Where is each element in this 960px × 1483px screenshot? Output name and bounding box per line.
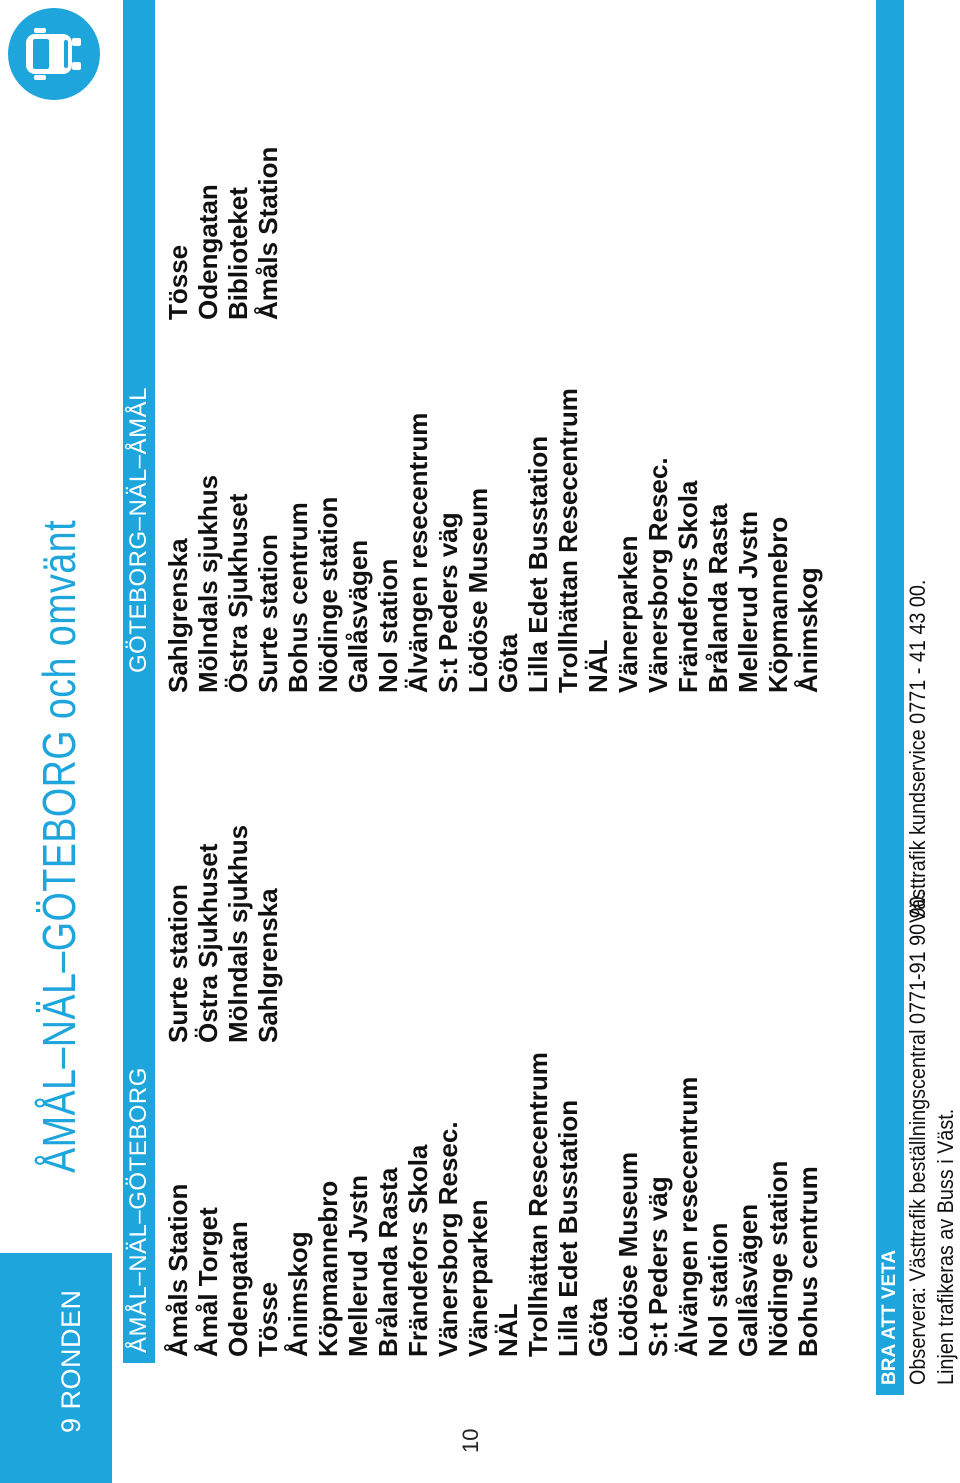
direction-heading-goteborg-amal: GÖTEBORG–NÄL–ÅMÅL [123,0,155,683]
stop-name: Tösse [253,1281,283,1357]
stop-name: Östra Sjukhuset [193,843,223,1043]
stop-name: Köpmannebro [313,1180,343,1357]
stop-name: Mellerud Jvstn [733,510,763,693]
stop-name: Bohus centrum [793,1166,823,1357]
stop-name: Vänersborg Resec. [643,457,673,693]
stop-name: S:t Peders väg [643,1176,673,1357]
stop-name: Trollhättan Resecentrum [553,388,583,693]
stop-name: Sahlgrenska [253,888,283,1043]
info-line: Linjen trafikeras av Buss i Väst. [933,1108,958,1385]
page-number: 10 [458,1428,483,1453]
stop-name: Odengatan [223,1221,253,1357]
info-text [904,891,960,1385]
stop-name: Odengatan [193,184,223,320]
stop-list [163,1052,823,1357]
stop-list [163,147,283,320]
stop-name: Biblioteket [223,187,253,320]
stop-name: Köpmannebro [763,516,793,693]
stop-name: Nödinge station [313,496,343,693]
info-heading: BRA ATT VETA [876,0,904,1395]
stop-name: Mellerud Jvstn [343,1174,373,1357]
stop-name: Vänersborg Resec. [433,1121,463,1357]
stop-name: Frändefors Skola [673,480,703,693]
stop-name: Bohus centrum [283,502,313,693]
stop-name: Surte station [253,534,283,693]
header-band [0,0,112,1483]
stop-name: Sahlgrenska [163,538,193,693]
stop-name: Gallåsvägen [343,539,373,693]
stop-list [163,388,823,693]
page-title: ÅMÅL–NÄL–GÖTEBORG och omvänt [33,520,85,1173]
route-name-tab [0,1253,112,1483]
stop-name: Åmåls Station [253,146,283,320]
stop-name: Lödöse Museum [613,1151,643,1357]
stop-name: Nol station [703,1222,733,1357]
stop-name: Nödinge station [763,1160,793,1357]
stop-name: Gallåsvägen [733,1203,763,1357]
stop-name: Älvängen resecentrum [403,412,433,693]
info-text [904,580,932,923]
stop-name: Mölndals sjukhus [223,824,253,1043]
direction-heading-amal-goteborg: ÅMÅL–NÄL–GÖTEBORG [123,683,155,1363]
stop-name: Lödöse Museum [463,487,493,693]
stop-name: Frändefors Skola [403,1144,433,1357]
stop-name: Lilla Edet Busstation [553,1099,583,1357]
stop-name: Vänerparken [463,1199,493,1357]
bus-icon [8,8,100,100]
stop-name: Trollhättan Resecentrum [523,1052,553,1357]
stop-name: Nol station [373,558,403,693]
info-line: Observera: Västtrafik beställningscentral 0771-91 90 90. [905,890,930,1385]
stop-name: Älvängen resecentrum [673,1076,703,1357]
stop-name: Östra Sjukhuset [223,493,253,693]
stop-name: Ånimskog [283,1231,313,1357]
stop-name: Brålanda Rasta [373,1167,403,1357]
stop-name: NÄL [583,639,613,693]
stop-name: Vänerparken [613,535,643,693]
stop-name: S:t Peders väg [433,512,463,693]
stop-name: Brålanda Rasta [703,503,733,693]
stop-name: Surte station [163,884,193,1043]
route-name: 9 RONDEN [56,1289,86,1433]
stop-name: Göta [493,633,523,693]
stop-name: Mölndals sjukhus [193,474,223,693]
stop-name: Göta [583,1297,613,1357]
stop-name: Lilla Edet Busstation [523,435,553,693]
stop-name: Tösse [163,244,193,320]
stop-name: Åmål Torget [193,1207,223,1357]
stop-list [163,825,283,1043]
info-line: Västtrafik kundservice 0771 - 41 43 00. [905,579,930,923]
stop-name: Ånimskog [793,567,823,693]
stop-name: NÄL [493,1303,523,1357]
stop-name: Åmåls Station [163,1183,193,1357]
